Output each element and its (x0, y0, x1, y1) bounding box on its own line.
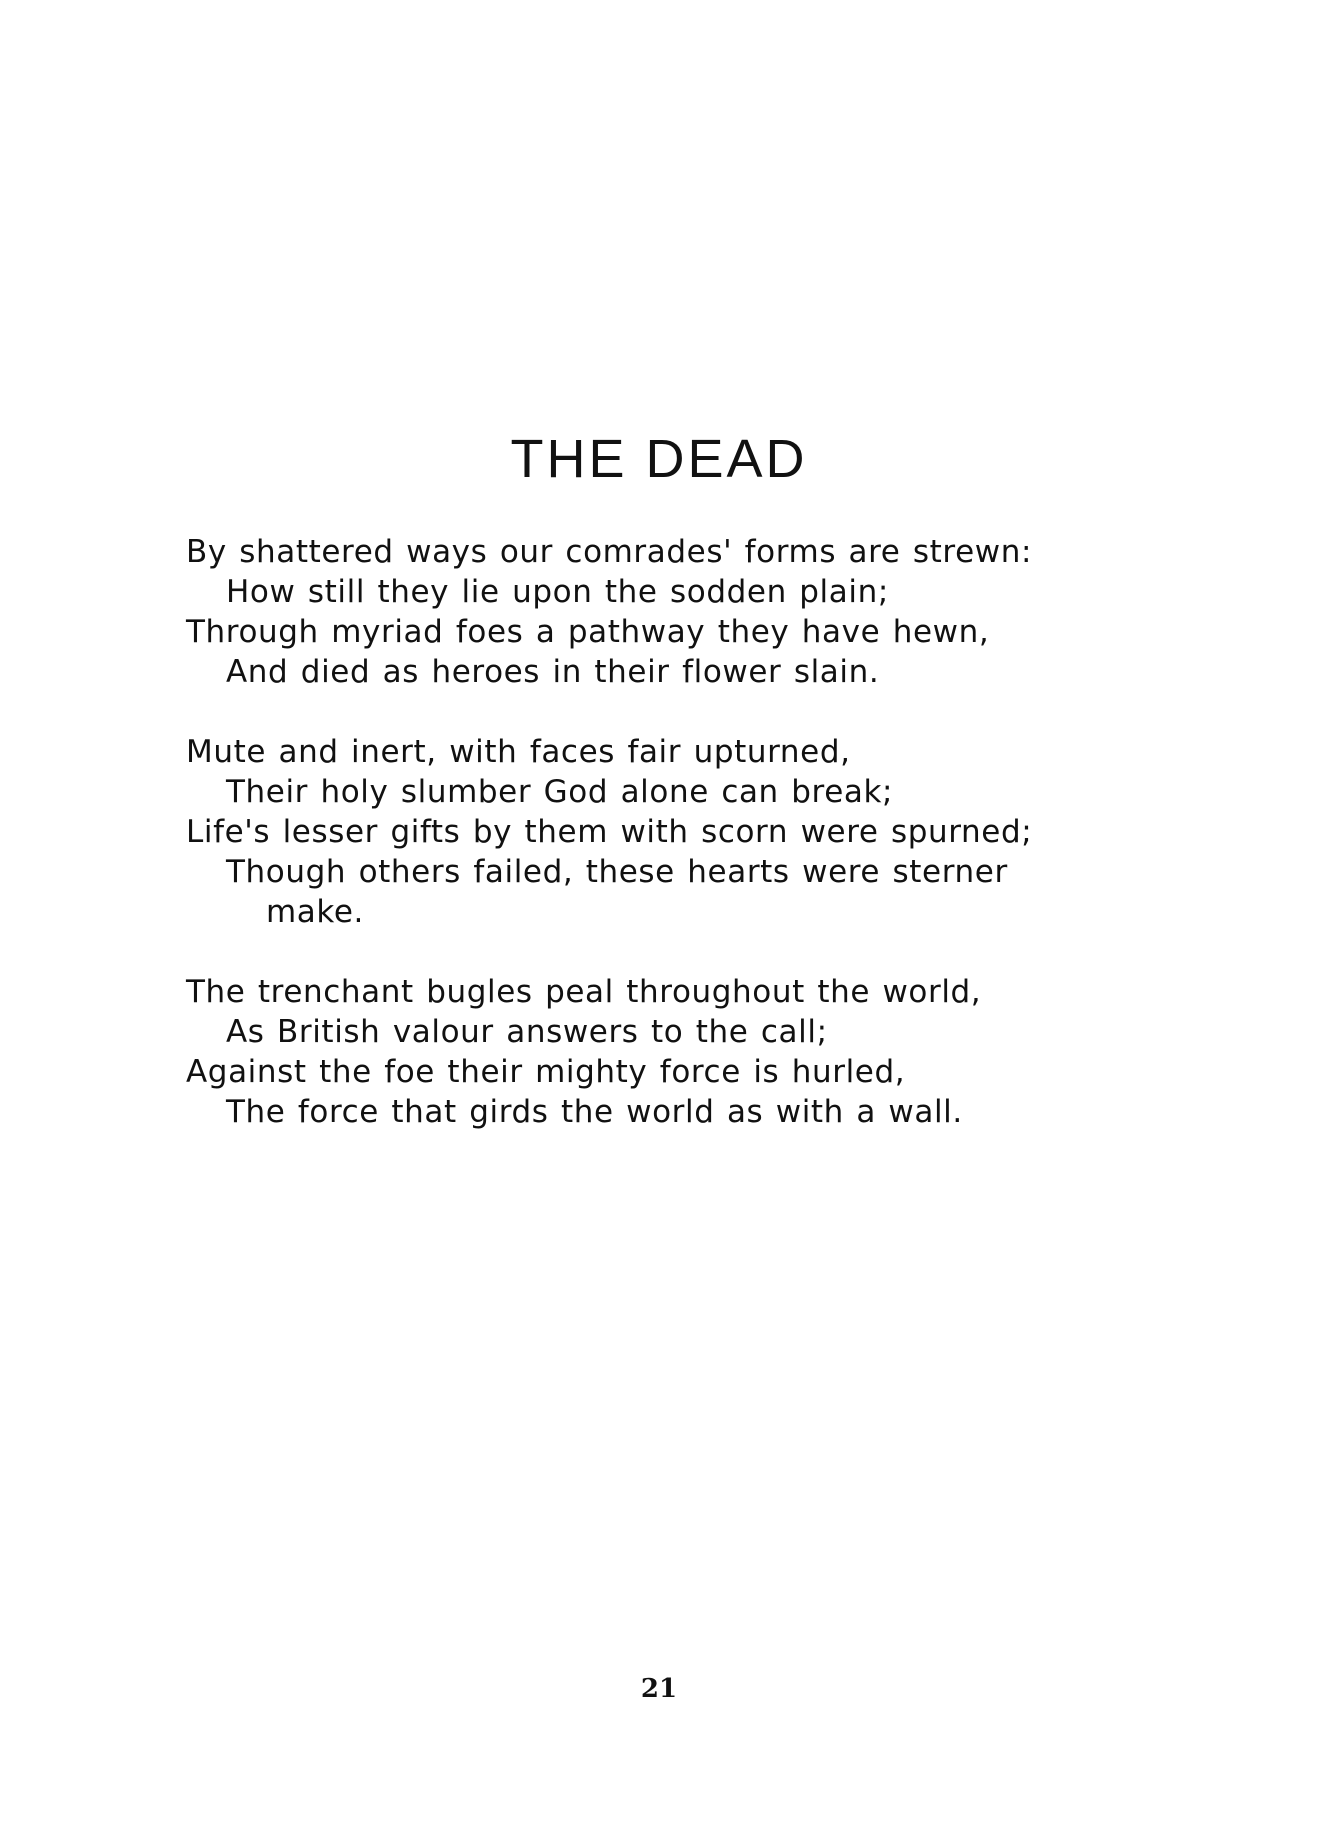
poem-line: The trenchant bugles peal throughout the world, (186, 974, 982, 1010)
poem-line-continuation: make. (266, 894, 364, 930)
stanza-2 (186, 732, 1146, 932)
poem-line: And died as heroes in their flower slain. (226, 654, 880, 690)
poem-line: The force that girds the world as with a wall. (226, 1094, 963, 1130)
poem-line: Against the foe their mighty force is hurled, (186, 1054, 906, 1090)
stanza-1 (186, 532, 1146, 692)
poem-line: Life's lesser gifts by them with scorn were spurned; (186, 814, 1033, 850)
poem-line: Through myriad foes a pathway they have hewn, (186, 614, 990, 650)
poem-line: As British valour answers to the call; (226, 1014, 828, 1050)
poem-line: By shattered ways our comrades' forms are strewn: (186, 534, 1033, 570)
poem-line: Their holy slumber God alone can break; (226, 774, 894, 810)
poem-line: Mute and inert, with faces fair upturned, (186, 734, 851, 770)
page-number: 21 (640, 1674, 678, 1704)
poem-title: THE DEAD (510, 429, 808, 489)
poem-body (186, 532, 1146, 1172)
poem-line: How still they lie upon the sodden plain; (226, 574, 889, 610)
poem-line: Though others failed, these hearts were sterner (226, 854, 1008, 890)
stanza-3 (186, 972, 1146, 1132)
